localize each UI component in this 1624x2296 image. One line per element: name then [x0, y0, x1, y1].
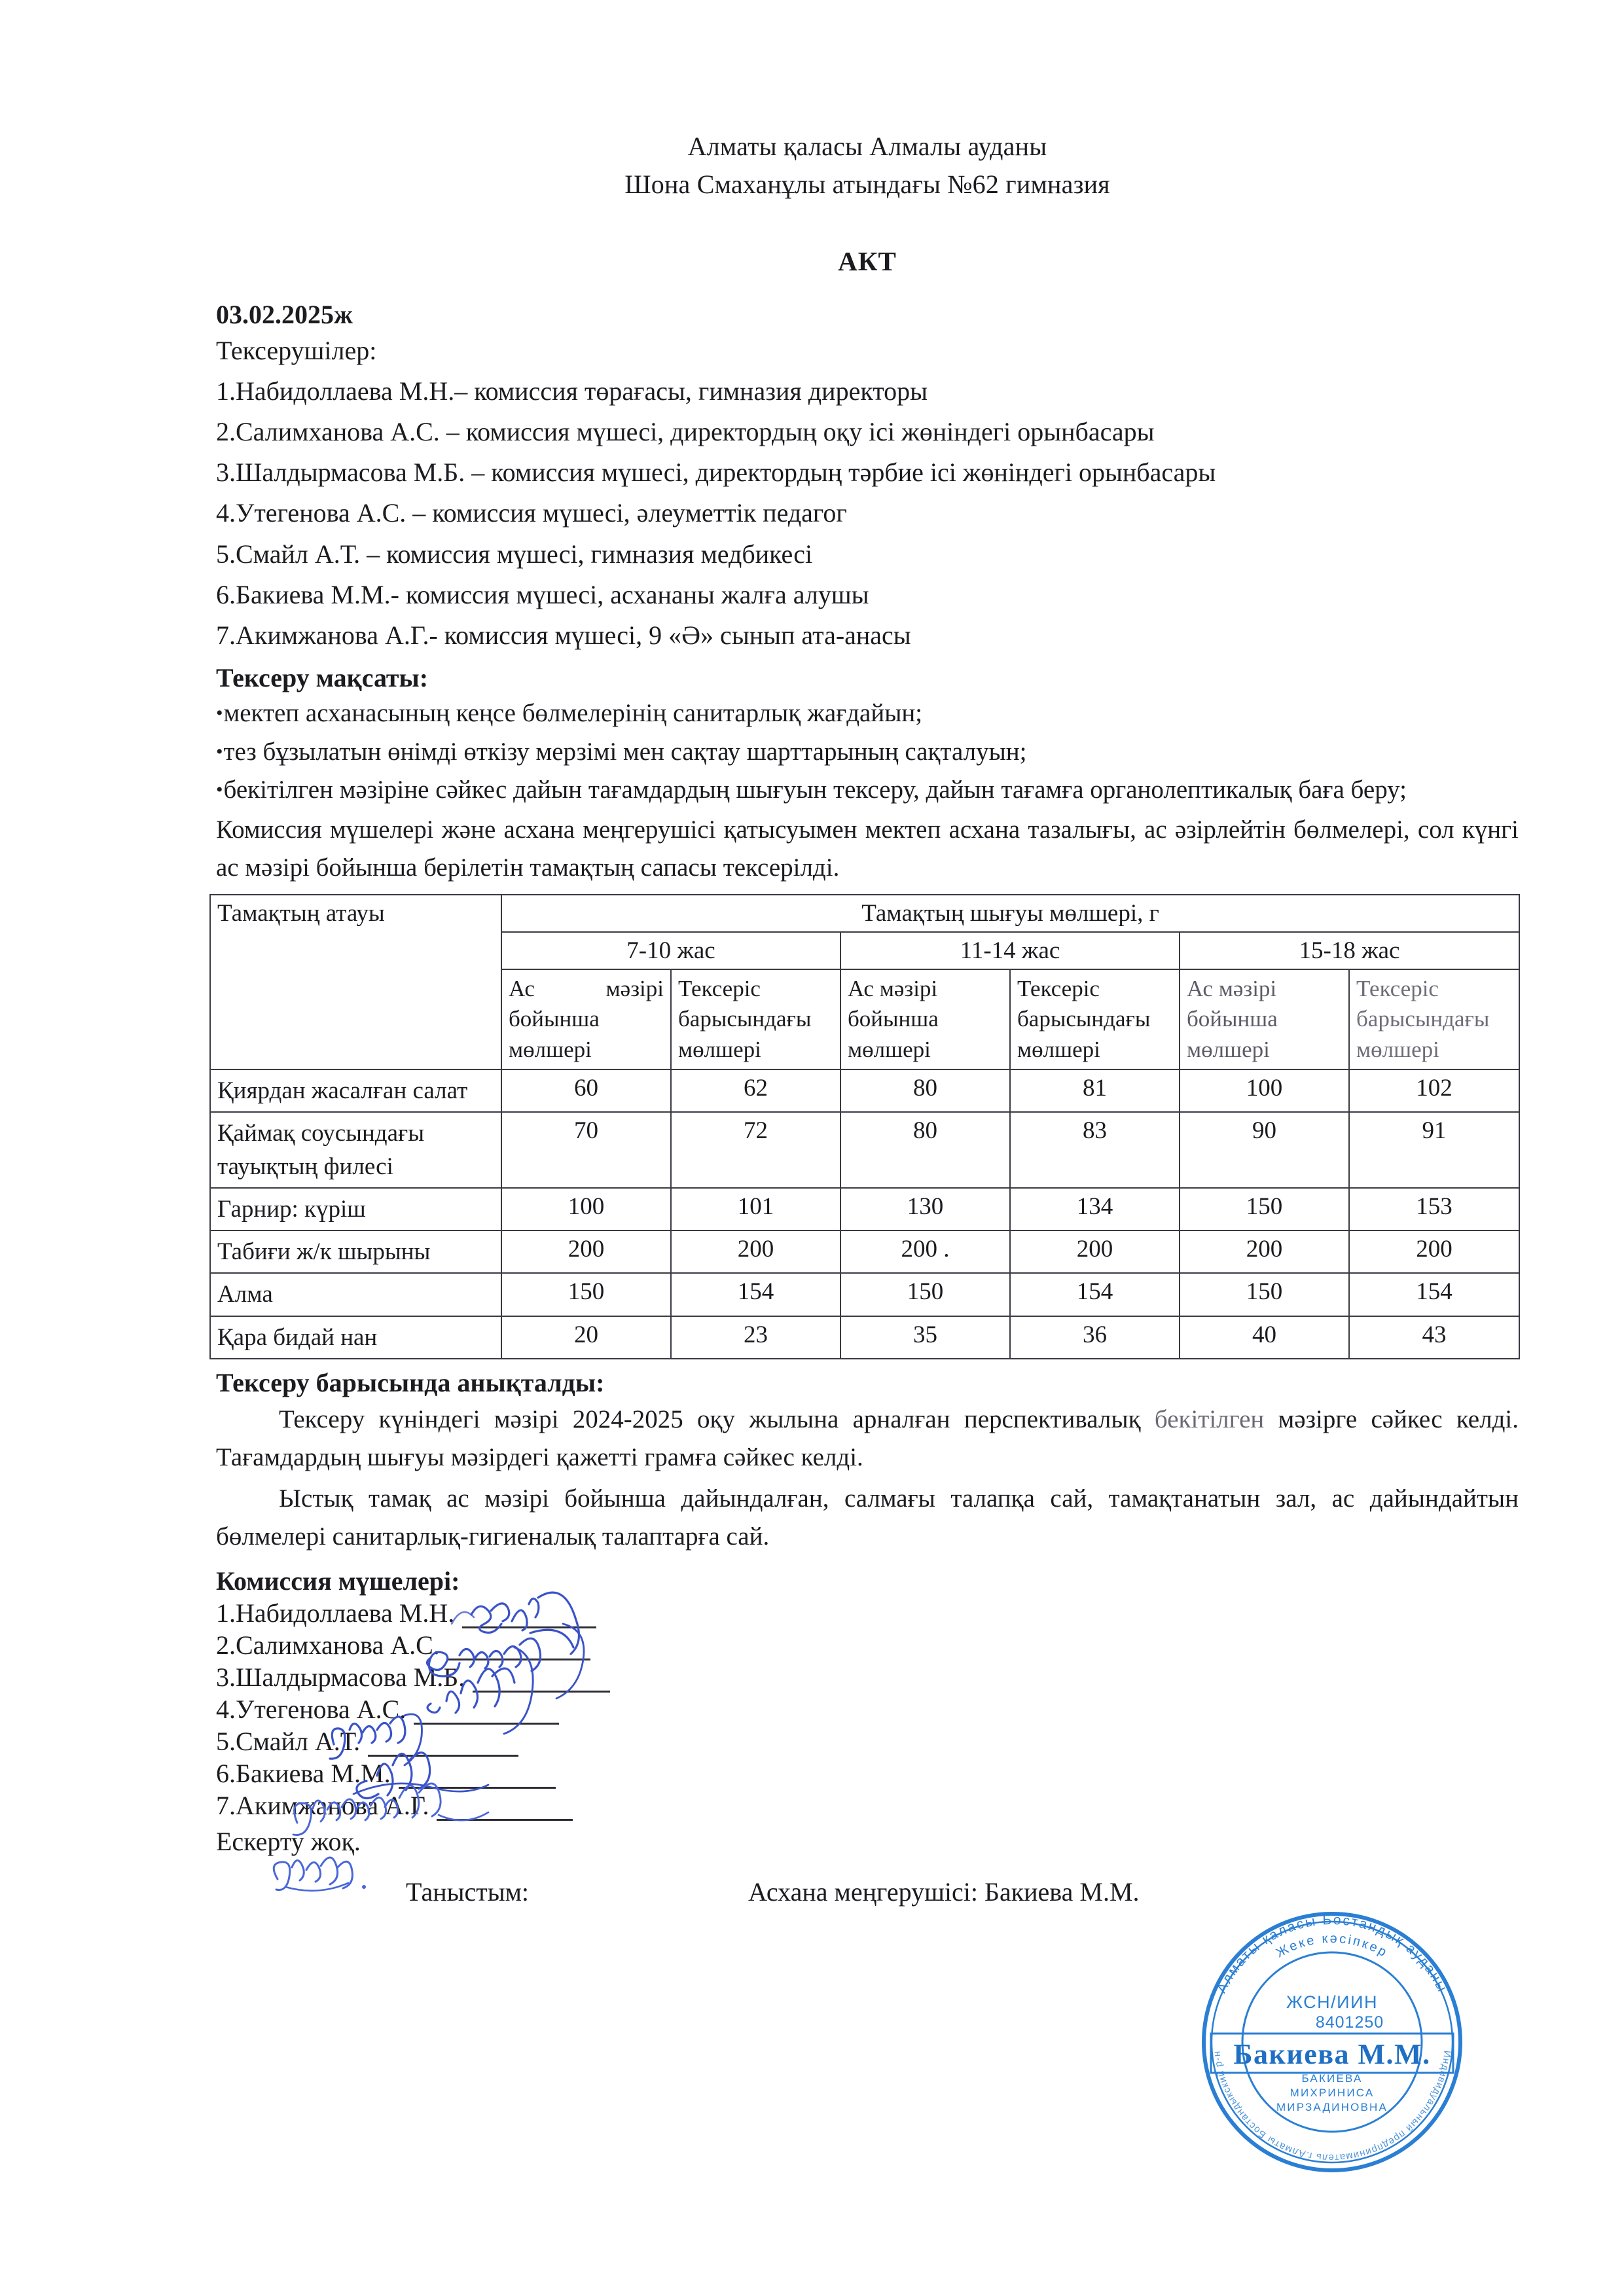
table-row — [210, 1112, 1519, 1188]
cell-value: 60 — [501, 1069, 671, 1112]
signature-row — [216, 1789, 1519, 1821]
cell-value: 154 — [1349, 1273, 1519, 1316]
inspector-item: 2.Салимханова А.С. – комиссия мүшесі, директордың оқу ісі жөніндегі орынбасары — [216, 416, 1155, 446]
document-date: 03.02.2025ж — [216, 300, 353, 329]
signatory-name: 1.Набидоллаева М.Н. — [216, 1598, 455, 1628]
subheader-check-amount: Тексеріс барысындағы мөлшері — [1010, 969, 1180, 1070]
cell-value: 40 — [1180, 1316, 1349, 1359]
stamp-banner-text: Бакиева М.М. — [1233, 2038, 1431, 2070]
header-age-11-14: 11-14 жас — [840, 932, 1180, 969]
header-age-15-18: 15-18 жас — [1180, 932, 1519, 969]
cell-value: 90 — [1180, 1112, 1349, 1188]
stamp-iin-label: ЖСН/ИИН — [1286, 1992, 1378, 2012]
stamp-holder-patronymic: МИРЗАДИНОВНА — [1276, 2101, 1388, 2113]
dish-name: Қиярдан жасалған салат — [210, 1069, 501, 1112]
cell-value: 200 — [1349, 1230, 1519, 1273]
cell-value: 43 — [1349, 1316, 1519, 1359]
stamp-holder-surname: БАКИЕВА — [1301, 2072, 1363, 2085]
signature-rule[interactable] — [414, 1700, 559, 1725]
cell-value: 200 . — [840, 1230, 1010, 1273]
table-row — [210, 1188, 1519, 1230]
signatory-name: 4.Утегенова А.С. — [216, 1694, 406, 1724]
signature-row — [216, 1596, 1519, 1628]
org-line-2: Шона Смаханұлы атындағы №62 гимназия — [624, 170, 1110, 199]
signature-row — [216, 1725, 1519, 1757]
subheader-check-amount: Тексеріс барысындағы мөлшері — [1349, 969, 1519, 1070]
findings-heading: Тексеру барысында анықталды: — [216, 1367, 605, 1397]
signature-rule[interactable] — [448, 1636, 590, 1660]
stamp-outer-ring-2 — [1212, 1922, 1453, 2162]
signatory-name: 7.Акимжанова А.Г. — [216, 1790, 429, 1820]
cell-value: 100 — [1180, 1069, 1349, 1112]
stamp-banner-box — [1211, 2034, 1453, 2073]
dish-name: Табиғи ж/к шырыны — [210, 1230, 501, 1273]
cell-value: 200 — [501, 1230, 671, 1273]
signature-rule[interactable] — [399, 1765, 556, 1789]
cell-value: 62 — [671, 1069, 840, 1112]
findings-paragraph-1 — [216, 1401, 1519, 1477]
document-body — [216, 0, 1519, 1907]
inspectors-list — [216, 371, 1519, 656]
inspector-item: 7.Акимжанова А.Г.- комиссия мүшесі, 9 «Ә» сынып ата-анасы — [216, 620, 911, 650]
purpose-bullet-text: мектеп асханасының кеңсе бөлмелерінің санитарлық жағдайын; — [223, 699, 923, 728]
table-row — [210, 1316, 1519, 1359]
stamp-holder-firstname: МИХРИНИСА — [1290, 2087, 1375, 2099]
signature-rule[interactable] — [368, 1732, 518, 1757]
signature-list — [216, 1596, 1519, 1821]
purpose-bullet-text: тез бұзылатын өнімді өткізу мерзімі мен сақтау шарттарының сақталуын; — [223, 737, 1027, 766]
cell-value: 72 — [671, 1112, 840, 1188]
purpose-heading: Тексеру мақсаты: — [216, 663, 429, 693]
cell-value: 80 — [840, 1069, 1010, 1112]
header-age-7-10: 7-10 жас — [501, 932, 840, 969]
signatory-name: 2.Салимханова А.С. — [216, 1630, 440, 1660]
purpose-bullet-text: бекітілген мәзіріне сәйкес дайын тағамдардың шығуын тексеру, дайын тағамға органолептикалық баға беру; — [223, 776, 1407, 804]
cell-value: 150 — [1180, 1188, 1349, 1230]
signatures-heading: Комиссия мүшелері: — [216, 1566, 460, 1596]
table-header-row — [210, 895, 1519, 932]
dish-name: Гарнир: күріш — [210, 1188, 501, 1230]
act-title: АКТ — [838, 246, 897, 276]
subheader-menu-amount: Ас мәзірі бойынша мөлшері — [840, 969, 1010, 1070]
findings-p1-part-a: Тексеру күніндегі мәзірі 2024-2025 оқу жылына арналған перспективалық — [279, 1405, 1155, 1433]
findings-paragraph-2: Ыстық тамақ ас мәзірі бойынша дайындалған, салмағы талапқа сай, тамақтанатын зал, ас дайындайтын бөлмелері санитарлық-гигиеналық талаптарға сай. — [216, 1484, 1519, 1551]
dish-name: Алма — [210, 1273, 501, 1316]
cell-value: 150 — [501, 1273, 671, 1316]
findings-p1-part-c: мәзірге сәйкес келді. Тағамдардың шығуы мәзірдегі қажетті грамға сәйкес келді. — [216, 1405, 1519, 1472]
purpose-bullets — [216, 694, 1519, 810]
header-output-amount: Тамақтың шығуы мөлшері, г — [501, 895, 1519, 932]
purpose-bullet — [216, 733, 1519, 772]
cell-value: 150 — [1180, 1273, 1349, 1316]
cell-value: 23 — [671, 1316, 840, 1359]
cell-value: 80 — [840, 1112, 1010, 1188]
signatory-name: 5.Смайл А.Т. — [216, 1726, 361, 1756]
organization-header — [216, 0, 1519, 204]
stamp-outer-bottom-text: Индивидуальный предприниматель г.Алматы Бостандыкский р-н — [1211, 2049, 1453, 2164]
signature-rule[interactable] — [437, 1797, 573, 1821]
table-row — [210, 1273, 1519, 1316]
cell-value: 200 — [1180, 1230, 1349, 1273]
no-remarks-note: Ескерту жоқ. — [216, 1826, 361, 1856]
cell-value: 70 — [501, 1112, 671, 1188]
subheader-menu-amount: Ас мәзірі бойынша мөлшері — [1180, 969, 1349, 1070]
cell-value: 150 — [840, 1273, 1010, 1316]
table-row — [210, 1069, 1519, 1112]
cell-value: 36 — [1010, 1316, 1180, 1359]
org-line-1: Алматы қаласы Алмалы ауданы — [687, 132, 1047, 161]
signature-row — [216, 1660, 1519, 1693]
signature-row — [216, 1757, 1519, 1789]
cell-value: 102 — [1349, 1069, 1519, 1112]
stamp-outer-ring — [1204, 1914, 1460, 2170]
inspectors-label: Тексерушілер: — [216, 336, 377, 365]
stamp-outer-sub-text: Жеке кәсіпкер — [1273, 1931, 1391, 1961]
cell-value: 200 — [671, 1230, 840, 1273]
signature-rule[interactable] — [462, 1604, 596, 1628]
subheader-menu-amount: Ас мәзірі бойынша мөлшері — [501, 969, 671, 1070]
canteen-head-label: Асхана меңгерушісі: Бакиева М.М. — [748, 1876, 1140, 1907]
dish-name: Қара бидай нан — [210, 1316, 501, 1359]
cell-value: 200 — [1010, 1230, 1180, 1273]
acquainted-label: Таныстым: — [406, 1876, 530, 1907]
signature-row — [216, 1693, 1519, 1725]
purpose-bullet — [216, 771, 1519, 810]
stamp-iin-value: 8401250 — [1315, 2013, 1384, 2032]
footer-row — [216, 1876, 1519, 1907]
inspector-item: 3.Шалдырмасова М.Б. – комиссия мүшесі, директордың тәрбие ісі жөніндегі орынбасары — [216, 457, 1216, 488]
inspector-item: 6.Бакиева М.М.- комиссия мүшесі, асхананы жалға алушы — [216, 579, 869, 609]
cell-value: 130 — [840, 1188, 1010, 1230]
cell-value: 20 — [501, 1316, 671, 1359]
purpose-paragraph: Комиссия мүшелері және асхана меңгерушісі қатысуымен мектеп асхана тазалығы, ас әзірлейтін бөлмелері, сол күнгі ас мәзірі бойынша берілетін тамақтың сапасы тексерілді. — [216, 815, 1519, 882]
findings-p1-part-b: бекітілген — [1154, 1405, 1265, 1433]
signature-row — [216, 1628, 1519, 1660]
cell-value: 154 — [1010, 1273, 1180, 1316]
cell-value: 35 — [840, 1316, 1010, 1359]
signatory-name: 3.Шалдырмасова М.Б. — [216, 1662, 465, 1692]
inspector-item: 5.Смайл А.Т. – комиссия мүшесі, гимназия медбикесі — [216, 539, 813, 569]
meal-output-table — [209, 894, 1520, 1359]
subheader-check-amount: Тексеріс барысындағы мөлшері — [671, 969, 840, 1070]
cell-value: 134 — [1010, 1188, 1180, 1230]
table-row — [210, 1230, 1519, 1273]
cell-value: 154 — [671, 1273, 840, 1316]
cell-value: 101 — [671, 1188, 840, 1230]
inspector-item: 4.Утегенова А.С. – комиссия мүшесі, әлеуметтік педагог — [216, 498, 847, 528]
purpose-bullet — [216, 694, 1519, 733]
dish-name: Қаймақ соусындағы тауықтың филесі — [210, 1112, 501, 1188]
cell-value: 81 — [1010, 1069, 1180, 1112]
cell-value: 153 — [1349, 1188, 1519, 1230]
signatory-name: 6.Бакиева М.М. — [216, 1758, 391, 1788]
cell-value: 91 — [1349, 1112, 1519, 1188]
inspector-item: 1.Набидоллаева М.Н.– комиссия төрағасы, гимназия директоры — [216, 376, 928, 406]
header-dish-name: Тамақтың атауы — [210, 895, 501, 1070]
stamp-inner-ring — [1242, 1952, 1422, 2132]
signature-rule[interactable] — [473, 1668, 610, 1693]
cell-value: 100 — [501, 1188, 671, 1230]
stamp-outer-top-text: Алматы қаласы Бостандық ауданы — [1214, 1912, 1451, 1996]
round-stamp — [1178, 1888, 1486, 2196]
cell-value: 83 — [1010, 1112, 1180, 1188]
